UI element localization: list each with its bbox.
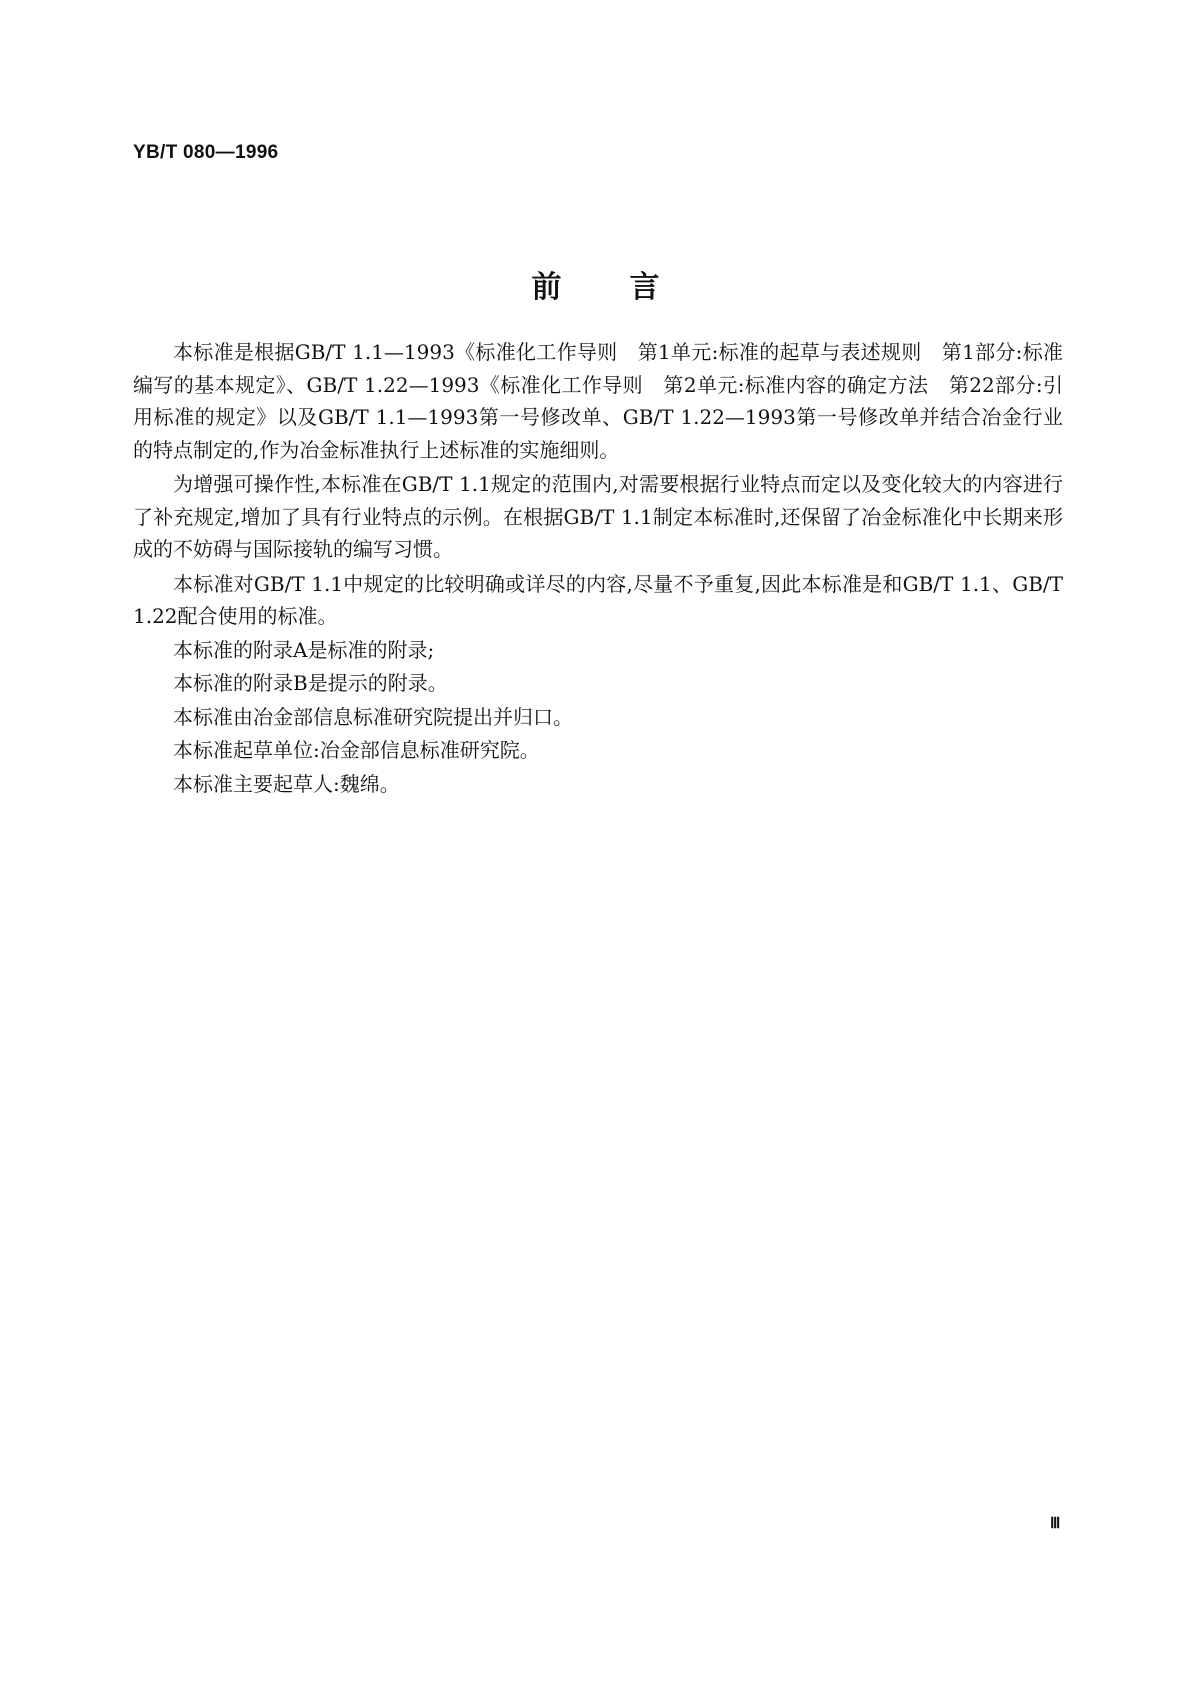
foreword-body: [133, 336, 1063, 800]
document-code: YB/T 080—1996: [133, 142, 279, 163]
page-number: Ⅲ: [1050, 1516, 1061, 1532]
paragraph-proposer: 本标准由冶金部信息标准研究院提出并归口。: [173, 704, 573, 729]
paragraph-drafter: 本标准主要起草人:魏绵。: [173, 771, 400, 796]
paragraph-appendix-b: 本标准的附录B是提示的附录。: [173, 671, 448, 695]
paragraph-drafting-unit: 本标准起草单位:冶金部信息标准研究院。: [173, 738, 540, 762]
paragraph-basis: 本标准是根据GB/T 1.1—1993《标准化工作导则 第1单元:标准的起草与表述规则 第1部分:标准编写的基本规定》、GB/T 1.22—1993《标准化工作导则 第2单元:标准内容的确定方法 第22部分:引用标准的规定》以及GB/T 1.1—1993第一号修改单、GB/T 1.22—1993第一号修改单并结合冶金行业的特点制定的,作为冶金标准执行上述标准的实施细则。: [133, 340, 1063, 462]
page-title: 前言: [531, 270, 728, 305]
paragraph-usage: 本标准对GB/T 1.1中规定的比较明确或详尽的内容,尽量不予重复,因此本标准是和GB/T 1.1、GB/T 1.22配合使用的标准。: [133, 571, 1063, 628]
paragraph-appendix-a: 本标准的附录A是标准的附录;: [173, 637, 435, 662]
paragraph-operability: 为增强可操作性,本标准在GB/T 1.1规定的范围内,对需要根据行业特点而定以及变化较大的内容进行了补充规定,增加了具有行业特点的示例。在根据GB/T 1.1制定本标准时,还保留了冶金标准化中长期来形成的不妨碍与国际接轨的编写习惯。: [133, 472, 1063, 561]
